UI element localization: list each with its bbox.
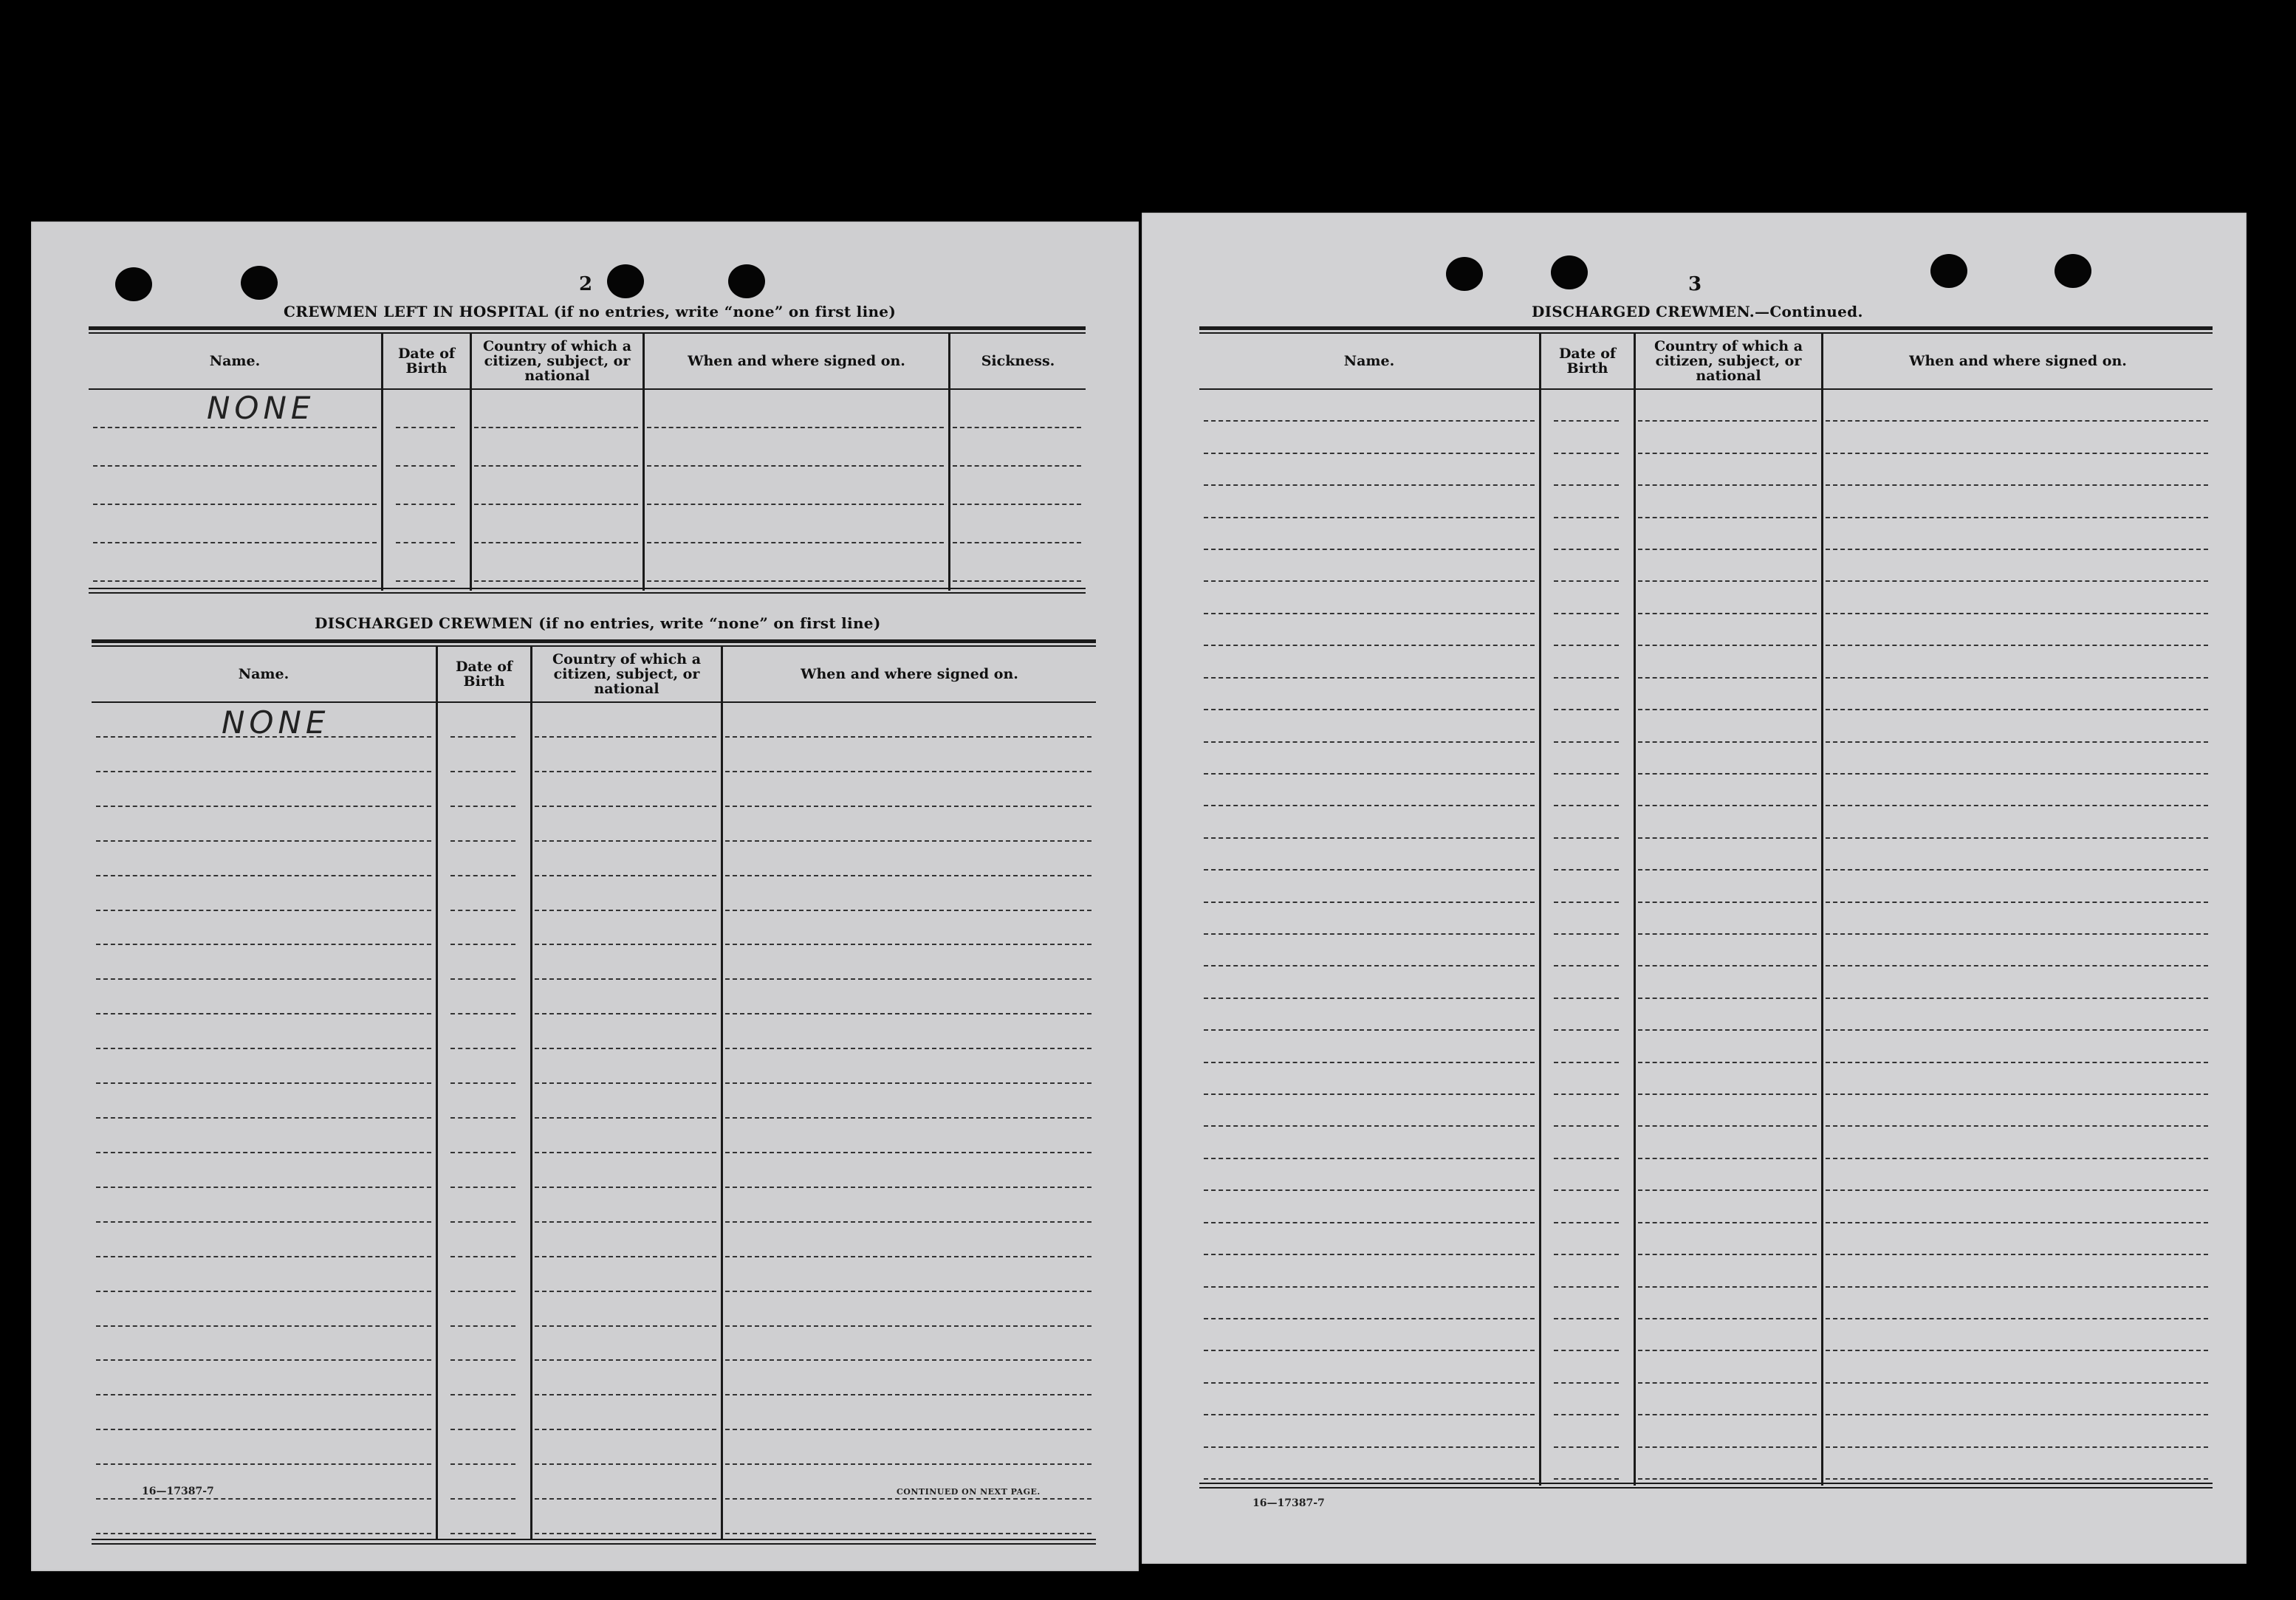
handwritten-entry: NONE <box>222 704 330 741</box>
entry-line <box>1638 580 1817 582</box>
entry-line <box>1554 1382 1619 1384</box>
entry-line <box>535 1152 716 1153</box>
entry-line <box>647 427 944 428</box>
entry-line <box>1826 420 2208 422</box>
col-header-date-of-birth: Date of Birth <box>455 659 513 690</box>
entry-line <box>1638 1350 1817 1351</box>
entry-line <box>1826 1446 2208 1448</box>
entry-line <box>450 1533 515 1534</box>
entry-line <box>1638 484 1817 486</box>
entry-line <box>1554 902 1619 903</box>
entry-line <box>96 806 431 807</box>
entry-line <box>535 771 716 772</box>
entry-line <box>725 1359 1092 1361</box>
entry-line <box>535 1325 716 1327</box>
entry-line <box>1826 1318 2208 1319</box>
entry-line <box>474 580 638 582</box>
entry-line <box>96 1221 431 1223</box>
entry-line <box>535 1394 716 1395</box>
entry-line <box>96 978 431 980</box>
page-number: 3 <box>1688 273 1702 295</box>
entry-line <box>450 1498 515 1500</box>
entry-line <box>450 944 515 945</box>
entry-line <box>535 944 716 945</box>
entry-line <box>1554 549 1619 550</box>
entry-line <box>96 944 431 945</box>
entry-line <box>1554 741 1619 743</box>
entry-line <box>1554 1189 1619 1191</box>
continued-note: CONTINUED ON NEXT PAGE. <box>897 1487 1041 1497</box>
entry-line <box>535 1117 716 1119</box>
entry-line <box>1204 1222 1535 1223</box>
entry-line <box>1826 549 2208 550</box>
entry-line <box>1826 1125 2208 1127</box>
entry-line <box>1826 1382 2208 1384</box>
entry-line <box>450 1463 515 1465</box>
entry-line <box>450 1152 515 1153</box>
entry-line <box>96 875 431 876</box>
entry-line <box>1554 580 1619 582</box>
entry-line <box>1638 1446 1817 1448</box>
form-code: 16—17387-7 <box>142 1486 214 1497</box>
handwritten-entry: NONE <box>207 390 315 426</box>
entry-line <box>1554 805 1619 806</box>
entry-line <box>1826 902 2208 903</box>
entry-line <box>1204 453 1535 454</box>
entry-line <box>96 1082 431 1084</box>
entry-line <box>1554 453 1619 454</box>
entry-line <box>1826 453 2208 454</box>
col-header-signed-on: When and where signed on. <box>801 666 1018 682</box>
entry-line <box>1638 613 1817 614</box>
entry-line <box>1204 741 1535 743</box>
entry-line <box>1826 1286 2208 1288</box>
entry-line <box>96 1187 431 1188</box>
discharged-continued-title: DISCHARGED CREWMEN.—Continued. <box>1532 303 1863 320</box>
entry-line <box>1638 1254 1817 1255</box>
entry-line <box>1826 1189 2208 1191</box>
entry-line <box>725 1082 1092 1084</box>
entry-line <box>96 910 431 911</box>
entry-line <box>1826 965 2208 966</box>
entry-line <box>535 1533 716 1534</box>
entry-line <box>1204 1189 1535 1191</box>
entry-line <box>725 1463 1092 1465</box>
hospital-section-title: CREWMEN LEFT IN HOSPITAL (if no entries, write “none” on first line) <box>284 303 897 320</box>
entry-line <box>450 1256 515 1257</box>
punch-hole-icon <box>1446 257 1483 291</box>
punch-hole-icon <box>115 267 152 301</box>
entry-line <box>93 504 377 505</box>
entry-line <box>535 1187 716 1188</box>
entry-line <box>1554 1350 1619 1351</box>
entry-line <box>535 1429 716 1430</box>
entry-line <box>725 736 1092 738</box>
entry-line <box>1826 773 2208 775</box>
entry-line <box>474 504 638 505</box>
entry-line <box>93 542 377 543</box>
entry-line <box>725 1221 1092 1223</box>
entry-line <box>1554 613 1619 614</box>
entry-line <box>1638 1158 1817 1159</box>
entry-line <box>450 1187 515 1188</box>
entry-line <box>1638 645 1817 646</box>
entry-line <box>96 1394 431 1395</box>
entry-line <box>535 1221 716 1223</box>
entry-line <box>1204 1254 1535 1255</box>
entry-line <box>535 1013 716 1014</box>
entry-line <box>1638 453 1817 454</box>
entry-line <box>96 771 431 772</box>
entry-line <box>535 1256 716 1257</box>
entry-line <box>1826 741 2208 743</box>
punch-hole-icon <box>607 264 644 298</box>
entry-line <box>1554 1158 1619 1159</box>
entry-line <box>953 427 1081 428</box>
entry-line <box>96 1463 431 1465</box>
punch-hole-icon <box>728 264 765 298</box>
entry-line <box>1204 869 1535 871</box>
entry-line <box>1826 1222 2208 1223</box>
entry-line <box>1204 1446 1535 1448</box>
entry-line <box>96 1117 431 1119</box>
discharged-continued-table <box>1199 326 2213 1491</box>
entry-line <box>1638 805 1817 806</box>
entry-line <box>1638 1414 1817 1415</box>
entry-line <box>1638 1382 1817 1384</box>
entry-line <box>1204 580 1535 582</box>
entry-line <box>1826 1478 2208 1480</box>
entry-line <box>725 875 1092 876</box>
col-header-date-of-birth: Date of Birth <box>1558 346 1617 377</box>
entry-line <box>1638 1093 1817 1095</box>
entry-line <box>1554 1286 1619 1288</box>
entry-line <box>1204 1093 1535 1095</box>
entry-line <box>725 1187 1092 1188</box>
entry-line <box>1554 1254 1619 1255</box>
entry-line <box>96 1429 431 1430</box>
entry-line <box>725 1498 1092 1500</box>
entry-line <box>1554 1222 1619 1223</box>
left-page <box>31 222 1139 1571</box>
entry-line <box>450 1359 515 1361</box>
entry-line <box>1638 517 1817 518</box>
entry-line <box>535 1291 716 1292</box>
hospital-table <box>89 326 1086 597</box>
entry-line <box>953 504 1081 505</box>
entry-line <box>1554 1446 1619 1448</box>
entry-line <box>1638 709 1817 710</box>
entry-line <box>1204 1125 1535 1127</box>
entry-line <box>1204 805 1535 806</box>
entry-line <box>1204 1286 1535 1288</box>
punch-hole-icon <box>2055 254 2091 288</box>
entry-line <box>1554 517 1619 518</box>
entry-line <box>1204 420 1535 422</box>
entry-line <box>725 1291 1092 1292</box>
entry-line <box>474 465 638 467</box>
entry-line <box>1554 998 1619 999</box>
entry-line <box>1638 1029 1817 1031</box>
entry-line <box>1826 933 2208 935</box>
entry-line <box>1826 1093 2208 1095</box>
entry-line <box>953 465 1081 467</box>
entry-line <box>1826 580 2208 582</box>
punch-hole-icon <box>241 266 278 300</box>
form-code: 16—17387-7 <box>1252 1497 1325 1509</box>
entry-line <box>396 465 455 467</box>
entry-line <box>535 1498 716 1500</box>
col-header-country: Country of which a citizen, subject, or national <box>552 651 702 697</box>
entry-line <box>96 1359 431 1361</box>
discharged-section-title: DISCHARGED CREWMEN (if no entries, write “none” on first line) <box>315 614 881 632</box>
entry-line <box>1204 517 1535 518</box>
entry-line <box>725 1048 1092 1049</box>
entry-line <box>1554 1125 1619 1127</box>
entry-line <box>647 465 944 467</box>
entry-line <box>96 1256 431 1257</box>
entry-line <box>725 806 1092 807</box>
entry-line <box>647 542 944 543</box>
entry-line <box>96 1048 431 1049</box>
col-header-signed-on: When and where signed on. <box>1909 353 2127 369</box>
entry-line <box>1554 1414 1619 1415</box>
entry-line <box>1204 1414 1535 1415</box>
entry-line <box>396 580 455 582</box>
entry-line <box>1204 933 1535 935</box>
entry-line <box>1638 677 1817 679</box>
punch-hole-icon <box>1930 254 1967 288</box>
entry-line <box>1554 1093 1619 1095</box>
col-header-country: Country of which a citizen, subject, or national <box>482 338 632 384</box>
entry-line <box>535 806 716 807</box>
entry-line <box>396 504 455 505</box>
entry-line <box>1554 709 1619 710</box>
entry-line <box>1826 1029 2208 1031</box>
entry-line <box>96 1152 431 1153</box>
entry-line <box>725 1394 1092 1395</box>
col-header-date-of-birth: Date of Birth <box>397 346 456 377</box>
entry-line <box>535 1463 716 1465</box>
entry-line <box>1638 1478 1817 1480</box>
entry-line <box>1826 1062 2208 1063</box>
entry-line <box>725 944 1092 945</box>
entry-line <box>450 978 515 980</box>
entry-line <box>1204 965 1535 966</box>
entry-line <box>1826 1254 2208 1255</box>
entry-line <box>1638 1062 1817 1063</box>
entry-line <box>535 1359 716 1361</box>
entry-line <box>1554 869 1619 871</box>
entry-line <box>1554 420 1619 422</box>
entry-line <box>1554 1478 1619 1480</box>
entry-line <box>1204 484 1535 486</box>
entry-line <box>1554 645 1619 646</box>
entry-line <box>1826 517 2208 518</box>
entry-line <box>1554 484 1619 486</box>
entry-line <box>450 1429 515 1430</box>
entry-line <box>1554 837 1619 839</box>
discharged-table <box>92 639 1096 1546</box>
entry-line <box>725 1152 1092 1153</box>
entry-line <box>450 1221 515 1223</box>
entry-line <box>1826 1158 2208 1159</box>
entry-line <box>1638 837 1817 839</box>
entry-line <box>1826 613 2208 614</box>
col-header-name: Name. <box>209 353 261 369</box>
entry-line <box>1638 1189 1817 1191</box>
entry-line <box>1826 1350 2208 1351</box>
entry-line <box>1204 1382 1535 1384</box>
entry-line <box>1554 677 1619 679</box>
entry-line <box>1204 998 1535 999</box>
entry-line <box>1204 1478 1535 1480</box>
entry-line <box>725 1325 1092 1327</box>
entry-line <box>1638 902 1817 903</box>
entry-line <box>1204 773 1535 775</box>
entry-line <box>474 427 638 428</box>
entry-line <box>1204 1158 1535 1159</box>
entry-line <box>450 771 515 772</box>
entry-line <box>1554 933 1619 935</box>
entry-line <box>450 806 515 807</box>
entry-line <box>1204 837 1535 839</box>
entry-line <box>1204 1318 1535 1319</box>
entry-line <box>1826 998 2208 999</box>
entry-line <box>535 840 716 842</box>
entry-line <box>1826 869 2208 871</box>
col-header-name: Name. <box>238 666 289 682</box>
page-number: 2 <box>579 273 593 295</box>
entry-line <box>1554 1029 1619 1031</box>
entry-line <box>450 1048 515 1049</box>
entry-line <box>1554 1062 1619 1063</box>
entry-line <box>1204 1029 1535 1031</box>
entry-line <box>450 840 515 842</box>
entry-line <box>93 465 377 467</box>
entry-line <box>535 736 716 738</box>
entry-line <box>535 978 716 980</box>
entry-line <box>1826 677 2208 679</box>
entry-line <box>1638 869 1817 871</box>
entry-line <box>725 910 1092 911</box>
entry-line <box>535 1048 716 1049</box>
entry-line <box>96 1498 431 1500</box>
entry-line <box>1826 837 2208 839</box>
entry-line <box>96 840 431 842</box>
entry-line <box>450 1291 515 1292</box>
entry-line <box>450 1325 515 1327</box>
punch-hole-icon <box>1551 255 1588 289</box>
entry-line <box>1638 933 1817 935</box>
entry-line <box>725 1256 1092 1257</box>
entry-line <box>1638 773 1817 775</box>
entry-line <box>1638 741 1817 743</box>
entry-line <box>725 1429 1092 1430</box>
entry-line <box>1204 549 1535 550</box>
entry-line <box>1554 965 1619 966</box>
entry-line <box>1638 965 1817 966</box>
col-header-name: Name. <box>1343 353 1395 369</box>
col-header-country: Country of which a citizen, subject, or national <box>1654 338 1803 384</box>
entry-line <box>450 1082 515 1084</box>
entry-line <box>96 1013 431 1014</box>
entry-line <box>450 910 515 911</box>
entry-line <box>725 771 1092 772</box>
entry-line <box>725 1013 1092 1014</box>
entry-line <box>535 875 716 876</box>
entry-line <box>396 427 455 428</box>
entry-line <box>647 580 944 582</box>
entry-line <box>1826 1414 2208 1415</box>
entry-line <box>450 1394 515 1395</box>
entry-line <box>1826 645 2208 646</box>
col-header-signed-on: When and where signed on. <box>688 353 905 369</box>
entry-line <box>1638 1125 1817 1127</box>
entry-line <box>1554 1318 1619 1319</box>
entry-line <box>396 542 455 543</box>
entry-line <box>1204 709 1535 710</box>
entry-line <box>1204 1062 1535 1063</box>
entry-line <box>953 542 1081 543</box>
entry-line <box>1554 773 1619 775</box>
entry-line <box>450 875 515 876</box>
entry-line <box>1204 902 1535 903</box>
entry-line <box>725 1117 1092 1119</box>
right-page <box>1142 213 2247 1564</box>
entry-line <box>1204 1350 1535 1351</box>
entry-line <box>725 1533 1092 1534</box>
entry-line <box>1638 1318 1817 1319</box>
entry-line <box>1638 1222 1817 1223</box>
entry-line <box>474 542 638 543</box>
col-header-sickness: Sickness. <box>981 353 1055 369</box>
entry-line <box>725 840 1092 842</box>
entry-line <box>535 910 716 911</box>
entry-line <box>96 1325 431 1327</box>
entry-line <box>450 1013 515 1014</box>
entry-line <box>1638 549 1817 550</box>
entry-line <box>1638 998 1817 999</box>
entry-line <box>1826 709 2208 710</box>
entry-line <box>1204 677 1535 679</box>
entry-line <box>1638 420 1817 422</box>
entry-line <box>93 580 377 582</box>
entry-line <box>725 978 1092 980</box>
entry-line <box>96 1533 431 1534</box>
entry-line <box>1204 645 1535 646</box>
entry-line <box>1826 805 2208 806</box>
entry-line <box>93 427 377 428</box>
entry-line <box>1826 484 2208 486</box>
entry-line <box>953 580 1081 582</box>
entry-line <box>1204 613 1535 614</box>
entry-line <box>535 1082 716 1084</box>
entry-line <box>647 504 944 505</box>
entry-line <box>1638 1286 1817 1288</box>
entry-line <box>96 736 431 738</box>
entry-line <box>450 1117 515 1119</box>
entry-line <box>96 1291 431 1292</box>
entry-line <box>450 736 515 738</box>
